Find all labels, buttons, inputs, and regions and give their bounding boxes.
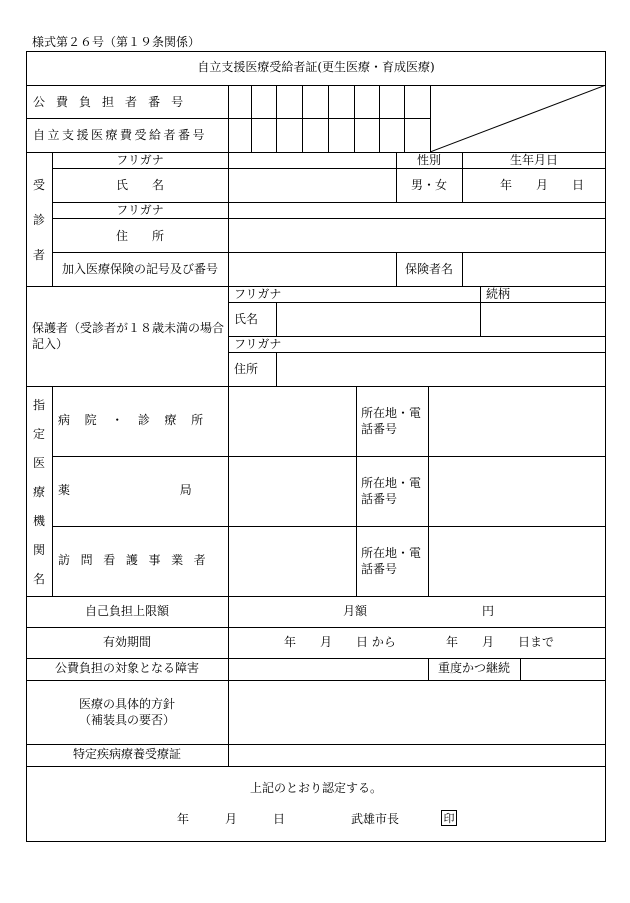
side-char: 名	[32, 571, 45, 586]
side-char: 受	[32, 177, 45, 192]
recipient-number-label: 自立支援医療費受給者番号	[33, 128, 208, 142]
side-char: 医	[32, 455, 45, 470]
birth-header: 生年月日	[509, 153, 558, 167]
rule	[26, 596, 606, 597]
hospital-address-label-line1: 所在地・電	[361, 406, 422, 420]
hospital-label: 病 院 ・ 診 療 所	[58, 413, 209, 427]
validity-label: 有効期間	[102, 635, 151, 649]
copay-limit-label: 自己負担上限額	[84, 604, 169, 618]
patient-side-label	[26, 152, 52, 286]
mayor-title: 武雄市長	[351, 812, 400, 826]
rule	[404, 85, 405, 152]
guardian-address-label: 住所	[234, 362, 259, 376]
address-label: 住 所	[115, 229, 164, 243]
rule	[26, 386, 606, 387]
rule	[251, 85, 252, 152]
copay-yen-label: 円	[482, 604, 495, 618]
pharmacy-label: 薬 局	[58, 483, 198, 497]
side-char: 関	[32, 542, 45, 557]
insurer-label: 保険者名	[404, 262, 453, 276]
rule	[354, 85, 355, 152]
institution-side-label	[26, 386, 52, 596]
side-char: 指	[32, 397, 45, 412]
certificate-title: 自立支援医療受給者証(更生医療・育成医療)	[197, 60, 435, 74]
rule	[26, 680, 606, 681]
guardian-label-line1: 保護者（受診者が１８歳未満の場合	[32, 321, 225, 335]
pharmacy-address-label-line2: 話番号	[361, 492, 398, 506]
rule	[276, 352, 277, 386]
rule	[462, 252, 463, 286]
sex-header: 性別	[416, 153, 441, 167]
rule	[379, 85, 380, 152]
rule	[228, 302, 606, 303]
home-nursing-address-label-line1: 所在地・電	[361, 546, 422, 560]
form-caption: 様式第２６号（第１９条関係）	[32, 35, 201, 49]
disability-label: 公費負担の対象となる障害	[54, 661, 199, 675]
address-furigana-label: フリガナ	[116, 203, 164, 217]
patient-furigana-label: フリガナ	[116, 153, 164, 167]
treatment-policy-line2: （補装具の要否）	[78, 713, 175, 727]
rule	[52, 252, 606, 253]
signature-date: 年 月 日	[177, 812, 286, 826]
severe-continuous-label: 重度かつ継続	[437, 661, 510, 675]
certification-statement: 上記のとおり認定する。	[249, 781, 382, 795]
rule	[228, 85, 229, 766]
seal-stamp: 印	[441, 810, 457, 826]
rule	[228, 352, 606, 353]
side-char: 定	[32, 426, 45, 441]
rule	[428, 386, 429, 596]
sex-value: 男・女	[410, 178, 447, 192]
rule	[328, 85, 329, 152]
side-char: 者	[32, 247, 45, 262]
copay-monthly-label: 月額	[343, 604, 368, 618]
specific-disease-label: 特定疾病療養受療証	[72, 747, 181, 761]
side-char: 機	[32, 513, 45, 528]
rule	[52, 152, 53, 286]
guardian-name-label: 氏名	[234, 312, 259, 326]
guardian-address-furigana-label: フリガナ	[234, 337, 282, 351]
guardian-label-line2: 記入）	[32, 337, 69, 351]
patient-name-label: 氏 名	[115, 178, 164, 192]
rule	[26, 658, 606, 659]
treatment-policy-line1: 医療の具体的方針	[78, 697, 175, 711]
home-nursing-label: 訪 問 看 護 事 業 者	[58, 553, 210, 567]
side-char: 療	[32, 484, 45, 499]
rule	[276, 85, 277, 152]
rule	[52, 386, 53, 596]
rule	[520, 658, 521, 680]
public-number-label: 公 費 負 担 者 番 号	[33, 95, 187, 109]
side-char: 診	[32, 212, 45, 227]
rule	[26, 627, 606, 628]
validity-from: 年 月 日 から	[284, 635, 396, 649]
insurance-label: 加入医療保険の記号及び番号	[62, 262, 219, 276]
rule	[26, 766, 606, 767]
pharmacy-address-label-line1: 所在地・電	[361, 476, 422, 490]
rule	[52, 456, 606, 457]
rule	[276, 302, 277, 336]
hospital-address-label-line2: 話番号	[361, 422, 398, 436]
birth-value: 年 月 日	[499, 178, 584, 192]
home-nursing-address-label-line2: 話番号	[361, 562, 398, 576]
rule	[26, 286, 606, 287]
validity-to: 年 月 日まで	[446, 635, 555, 649]
rule	[302, 85, 303, 152]
rule	[52, 526, 606, 527]
diagonal-strike	[430, 85, 606, 152]
guardian-furigana-label: フリガナ	[234, 287, 282, 301]
relationship-label: 続柄	[486, 287, 511, 301]
rule	[356, 386, 357, 596]
rule	[26, 744, 606, 745]
rule	[480, 286, 481, 336]
rule	[228, 336, 606, 337]
